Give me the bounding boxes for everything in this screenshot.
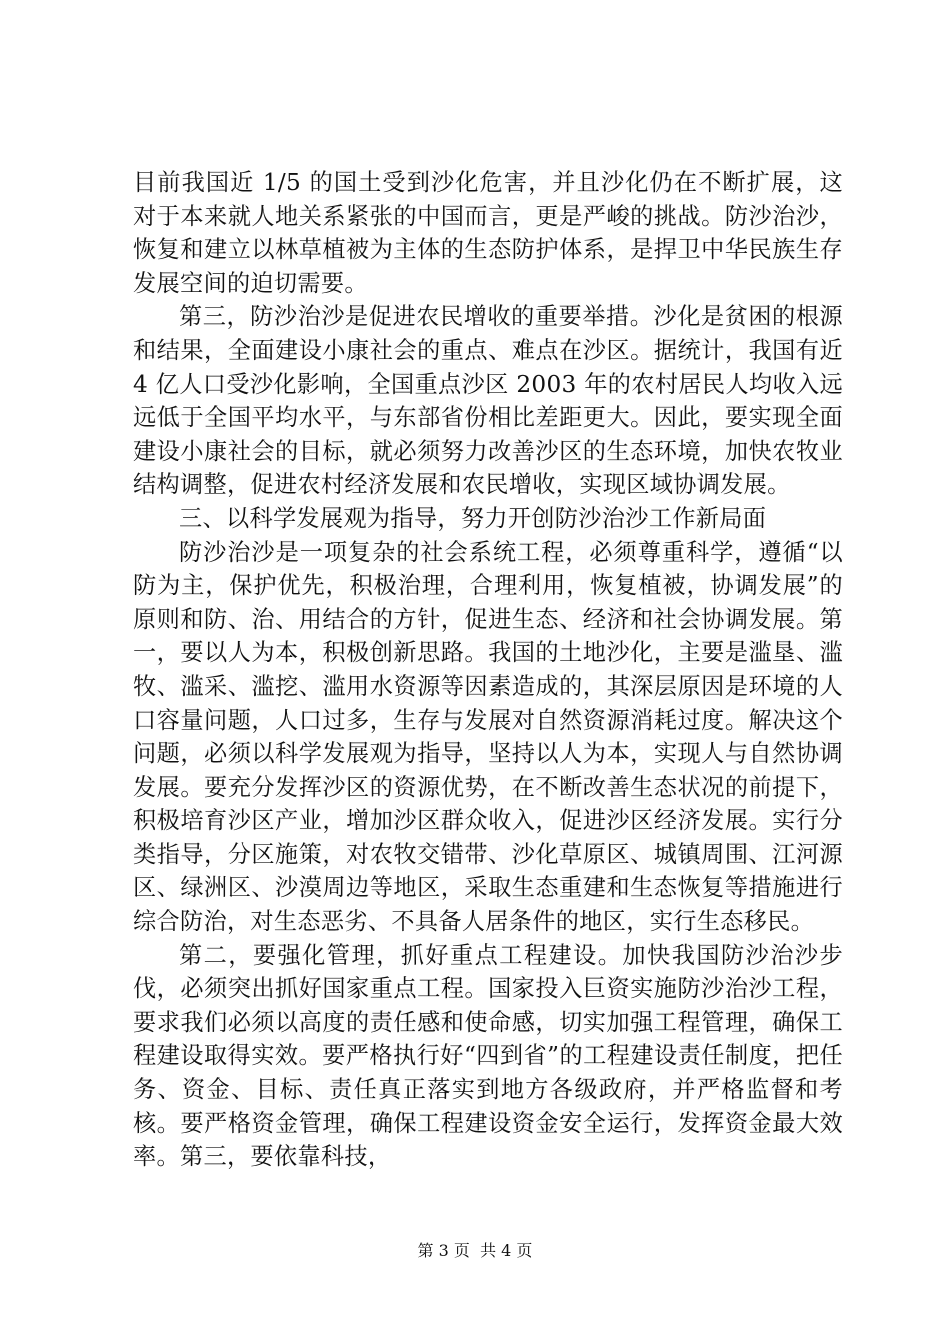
paragraph-continuation: 目前我国近 1/5 的国土受到沙化危害，并且沙化仍在不断扩展，这对于本来就人地关系紧张的中国而言，更是严峻的挑战。防沙治沙，恢复和建立以林草植被为主体的生态防护体系，是捍卫中华民族生存发展空间的迫切需要。 (133, 169, 843, 297)
page-number: 第 3 页 共 4 页 (417, 1241, 533, 1260)
paragraph-second-measure: 第二，要强化管理，抓好重点工程建设。加快我国防沙治沙步伐，必须突出抓好国家重点工程。国家投入巨资实施防沙治沙工程，要求我们必须以高度的责任感和使命感，切实加强工程管理，确保工程建设取得实效。要严格执行好“四到省”的工程建设责任制度，把任务、资金、目标、责任真正落实到地方各级政府，并严格监督和考核。要严格资金管理，确保工程建设资金安全运行，发挥资金最大效率。第三，要依靠科技， (133, 941, 843, 1171)
body-text (133, 166, 843, 1174)
section-heading: 三、以科学发展观为指导，努力开创防沙治沙工作新局面 (179, 504, 767, 532)
paragraph-third-point: 第三，防沙治沙是促进农民增收的重要举措。沙化是贫困的根源和结果，全面建设小康社会的重点、难点在沙区。据统计，我国有近 4 亿人口受沙化影响，全国重点沙区 2003 年的农村居民人均收入远远低于全国平均水平，与东部省份相比差距更大。因此，要实现全面建设小康社会的目标，就必须努力改善沙区的生态环境，加快农牧业结构调整，促进农村经济发展和农民增收，实现区域协调发展。 (133, 303, 843, 499)
paragraph-section-intro: 防沙治沙是一项复杂的社会系统工程，必须尊重科学，遵循“以防为主，保护优先，积极治理，合理利用，恢复植被，协调发展”的原则和防、治、用结合的方针，促进生态、经济和社会协调发展。第一，要以人为本，积极创新思路。我国的土地沙化，主要是滥垦、滥牧、滥采、滥挖、滥用水资源等因素造成的，其深层原因是环境的人口容量问题，人口过多，生存与发展对自然资源消耗过度。解决这个问题，必须以科学发展观为指导，坚持以人为本，实现人与自然协调发展。要充分发挥沙区的资源优势，在不断改善生态状况的前提下，积极培育沙区产业，增加沙区群众收入，促进沙区经济发展。实行分类指导，分区施策，对农牧交错带、沙化草原区、城镇周围、江河源区、绿洲区、沙漠周边等地区，采取生态重建和生态恢复等措施进行综合防治，对生态恶劣、不具备人居条件的地区，实行生态移民。 (133, 538, 843, 936)
page-footer (0, 1240, 950, 1262)
